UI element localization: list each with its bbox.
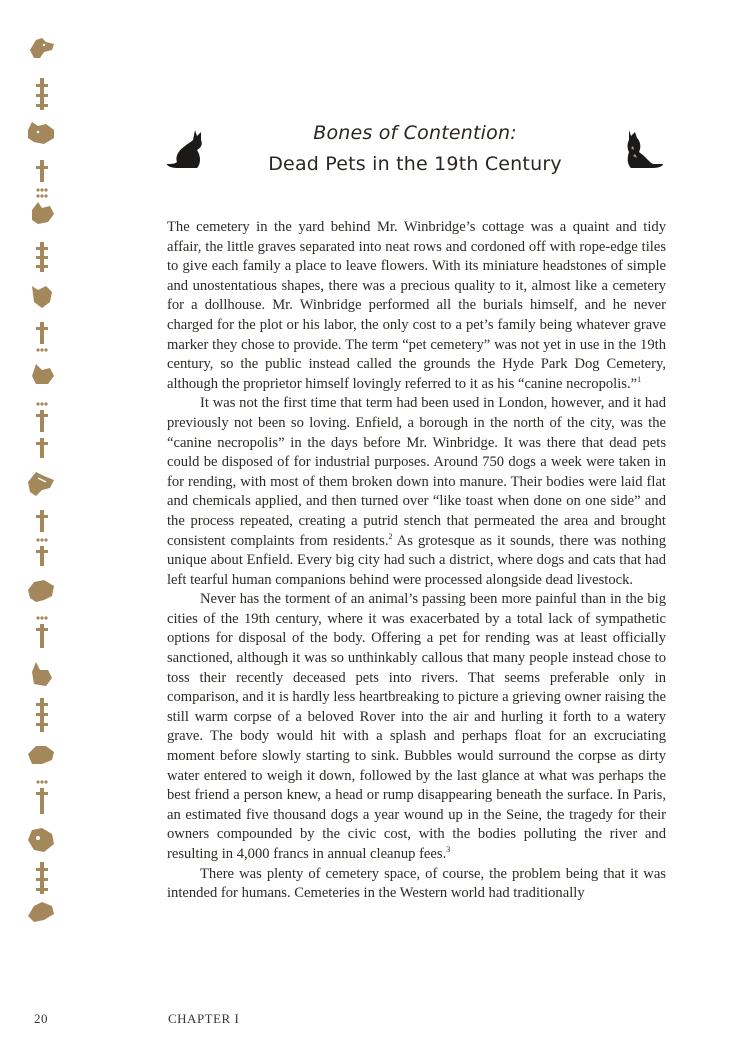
dog-head-icon: [28, 472, 54, 496]
footnote-marker[interactable]: 3: [446, 845, 451, 855]
cross-ornament-icon: [36, 616, 48, 648]
dog-head-icon: [28, 828, 54, 852]
page-number: 20: [34, 1011, 48, 1026]
title-line-1: Bones of Contention:: [313, 122, 517, 144]
sitting-cat-icon: [619, 126, 665, 172]
dog-head-icon: [32, 662, 52, 686]
dog-head-icon: [28, 580, 54, 602]
margin-ornament-strip: [22, 30, 62, 940]
dog-head-icon: [28, 902, 54, 922]
chapter-title-block: [165, 118, 665, 188]
dog-head-icon: [30, 38, 54, 58]
footnote-marker[interactable]: 2: [388, 531, 393, 541]
dog-head-icon: [32, 286, 52, 308]
cross-ornament-icon: [36, 78, 48, 110]
paragraph: There was plenty of cemetery space, of course, the problem being that it was intended for humans. Cemeteries in the Western world had traditionally: [167, 865, 666, 902]
dog-head-icon: [28, 122, 54, 144]
cross-ornament-icon: [36, 698, 48, 732]
cross-ornament-icon: [36, 862, 48, 894]
paragraph: Never has the torment of an animal’s passing been more painful than in the big cities of the 19th century, where it was exacerbated by a total lack of sympathetic options for disposal of the body. Offering a pet for rending was at least officially sanctioned, although it was so unthinkably callous that many people instead chose to toss their recently deceased pets into rivers. That seems preferable only in comparison, and it is hardly less heartbreaking to picture a grieving owner raising the still warm corpse of a beloved Rover into the air and hurling it forth to a watery grave. The body would hit with a splash and perhaps float for an excruciating moment before slowly starting to sink. Bubbles would surround the corpse as dirty water entered to weigh it down, followed by the last glance at what was perhaps the best friend a person knew, a head or rump disappearing beneath the surface. In Paris, an estimated five thousand dogs a year wound up in the Seine, the tragedy for their owners compounded by the civic cost, with the bodies polluting the river and resulting in 4,000 francs in annual cleanup fees.$^3$: [167, 591, 666, 862]
dog-head-icon: [32, 364, 54, 384]
cross-ornament-icon: [36, 510, 48, 566]
dog-head-icon: [32, 202, 54, 224]
paragraph: It was not the first time that term had been used in London, however, and it had previously not been so loving. Enfield, a borough in the north of the city, was the “canine necropolis” in the days before Mr. Winbridge. It was there that dead pets could be disposed of for industrial purposes. Around 750 dogs a week were taken in for rending, with most of them broken down into manure. Their bodies were laid flat and chemicals applied, and then turned over “like toast when done on one side” and the process repeated, creating a putrid stench that permeated the area and brought consistent complaints from residents.$^2$ As grotesque as it sounds, there was nothing unique about Enfield. Every big city had such a district, where dogs and cats that had left tearful human companions behind were processed alongside dead livestock.: [167, 395, 666, 588]
paragraph: The cemetery in the yard behind Mr. Winbridge’s cottage was a quaint and tidy affair, the little graves separated into neat rows and cordoned off with rope-edge tiles to give each family a place to leave flowers. With its miniature headstones of simple and unostentatious shapes, there was a precious quality to it, almost like a cemetery for a dollhouse. Mr. Winbridge performed all the burials himself, and he never charged for the plot or his labor, the only cost to a pet’s family being whatever grave marker they chose to provide. The term “pet cemetery” was not yet in use in the 19th century, so the public instead called the grounds the Hyde Park Dog Cemetery, although the proprietor himself lovingly referred to it as his “canine necropolis.”$^1$: [167, 219, 666, 392]
running-head: CHAPTER I: [168, 1011, 240, 1026]
footnote-marker[interactable]: 1: [637, 374, 642, 384]
cross-ornament-icon: [36, 242, 48, 272]
title-line-2: Dead Pets in the 19th Century: [268, 153, 562, 175]
cross-ornament-icon: [36, 402, 48, 458]
dog-head-icon: [28, 746, 54, 764]
dog-border-icon: [22, 30, 62, 940]
cross-ornament-icon: [36, 160, 48, 198]
body-text: [167, 218, 666, 904]
cross-ornament-icon: [36, 780, 48, 814]
cross-ornament-icon: [36, 322, 48, 352]
